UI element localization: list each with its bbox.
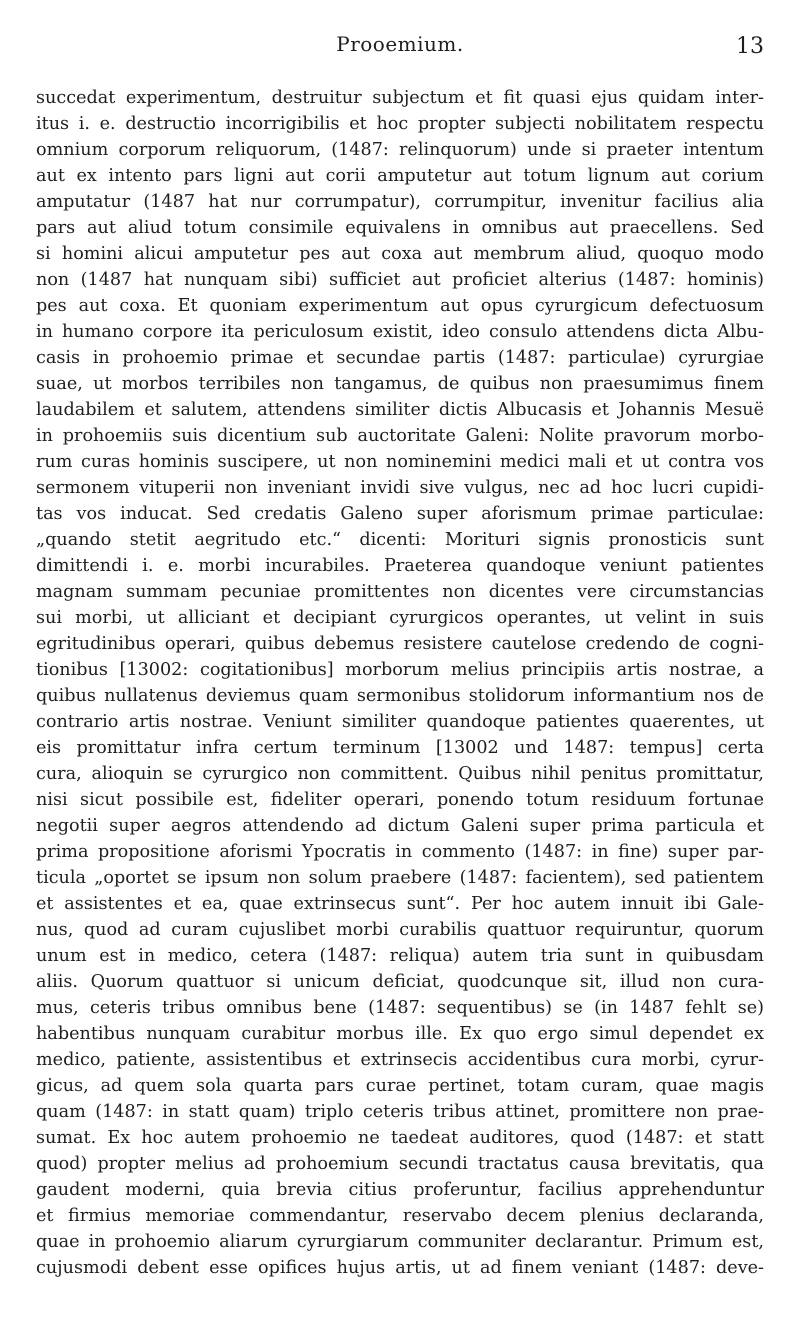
text-line: mus, ceteris tribus omnibus bene (1487: sequentibus) se (in 1487 fehlt se) — [36, 998, 764, 1018]
text-line: „quando stetit aegritudo etc.“ dicenti: Morituri signis pronosticis sunt — [36, 530, 764, 550]
text-line: in prohoemiis suis dicentium sub auctoritate Galeni: Nolite pravorum morbo- — [36, 426, 764, 446]
text-line: casis in prohoemio primae et secundae partis (1487: particulae) cyrurgiae — [36, 348, 764, 368]
text-line: quibus nullatenus deviemus quam sermonibus stolidorum informantium nos de — [36, 686, 764, 706]
text-line: non (1487 hat nunquam sibi) sufficiet aut proficiet alterius (1487: hominis) — [36, 270, 764, 290]
text-line: gicus, ad quem sola quarta pars curae pertinet, totam curam, quae magis — [36, 1076, 764, 1096]
text-line: sumat. Ex hoc autem prohoemio ne taedeat auditores, quod (1487: et statt — [36, 1128, 764, 1148]
text-line: aut ex intento pars ligni aut corii amputetur aut totum lignum aut corium — [36, 166, 764, 186]
text-line: omnium corporum reliquorum, (1487: relinquorum) unde si praeter intentum — [36, 140, 764, 160]
text-line: medico, patiente, assistentibus et extrinsecis accidentibus cura morbi, cyrur- — [36, 1050, 764, 1070]
text-line: tionibus [13002: cogitationibus] morborum melius principiis artis nostrae, a — [36, 660, 764, 680]
text-line: pes aut coxa. Et quoniam experimentum aut opus cyrurgicum defectuosum — [36, 296, 764, 316]
text-line: contrario artis nostrae. Veniunt similiter quandoque patientes quaerentes, ut — [36, 712, 764, 732]
text-line: unum est in medico, cetera (1487: reliqua) autem tria sunt in quibusdam — [36, 946, 764, 966]
running-title: Prooemium. — [336, 32, 464, 56]
text-line: itus i. e. destructio incorrigibilis et hoc propter subjecti nobilitatem respectu — [36, 114, 764, 134]
text-line: pars aut aliud totum consimile equivalens in omnibus aut praecellens. Sed — [36, 218, 764, 238]
text-line: amputatur (1487 hat nur corrumpatur), corrumpitur, invenitur facilius alia — [36, 192, 764, 212]
text-line: aliis. Quorum quattuor si unicum deficiat, quodcunque sit, illud non cura- — [36, 972, 764, 992]
text-line: suae, ut morbos terribiles non tangamus, de quibus non praesumimus finem — [36, 374, 764, 394]
text-line: eis promittatur infra certum terminum [13002 und 1487: tempus] certa — [36, 738, 764, 758]
text-line: rum curas hominis suscipere, ut non nominemini medici mali et ut contra vos — [36, 452, 764, 472]
text-line: et firmius memoriae commendantur, reservabo decem plenius declaranda, — [36, 1206, 764, 1226]
text-line: quod) propter melius ad prohoemium secundi tractatus causa brevitatis, qua — [36, 1154, 764, 1174]
text-line: cura, alioquin se cyrurgico non committent. Quibus nihil penitus promittatur, — [36, 764, 764, 784]
text-line: ticula „oportet se ipsum non solum praebere (1487: facientem), sed patientem — [36, 868, 764, 888]
text-line: si homini alicui amputetur pes aut coxa aut membrum aliud, quoquo modo — [36, 244, 764, 264]
text-line: sui morbi, ut alliciant et decipiant cyrurgicos operantes, ut velint in suis — [36, 608, 764, 628]
text-line: succedat experimentum, destruitur subjectum et fit quasi ejus quidam inter- — [36, 88, 764, 108]
text-line: sermonem vituperii non inveniant invidi sive vulgus, nec ad hoc lucri cupidi- — [36, 478, 764, 498]
text-line: habentibus nunquam curabitur morbus ille. Ex quo ergo simul dependet ex — [36, 1024, 764, 1044]
text-line: nus, quod ad curam cujuslibet morbi curabilis quattuor requiruntur, quorum — [36, 920, 764, 940]
text-line: laudabilem et salutem, attendens similiter dictis Albucasis et Johannis Mesuë — [36, 400, 764, 420]
page-number: 13 — [736, 34, 764, 59]
text-line: gaudent moderni, quia brevia citius proferuntur, facilius apprehenduntur — [36, 1180, 764, 1200]
text-line: quam (1487: in statt quam) triplo ceteris tribus attinet, promittere non prae- — [36, 1102, 764, 1122]
text-line: magnam summam pecuniae promittentes non dicentes vere circumstancias — [36, 582, 764, 602]
text-line: tas vos inducat. Sed credatis Galeno super aforismum primae particulae: — [36, 504, 764, 524]
text-line: cujusmodi debent esse opifices hujus artis, ut ad finem veniant (1487: deve- — [36, 1258, 764, 1278]
text-line: in humano corpore ita periculosum existit, ideo consulo attendens dicta Albu- — [36, 322, 764, 342]
text-line: dimittendi i. e. morbi incurabiles. Praeterea quandoque veniunt patientes — [36, 556, 764, 576]
text-line: et assistentes et ea, quae extrinsecus sunt“. Per hoc autem innuit ibi Gale- — [36, 894, 764, 914]
text-line: negotii super aegros attendendo ad dictum Galeni super prima particula et — [36, 816, 764, 836]
body-text — [36, 85, 764, 1281]
text-line: prima propositione aforismi Ypocratis in commento (1487: in fine) super par- — [36, 842, 764, 862]
text-line: quae in prohoemio aliarum cyrurgiarum communiter declarantur. Primum est, — [36, 1232, 764, 1252]
text-line: nisi sicut possibile est, fideliter operari, ponendo totum residuum fortunae — [36, 790, 764, 810]
text-line: egritudinibus operari, quibus debemus resistere cautelose credendo de cogni- — [36, 634, 764, 654]
